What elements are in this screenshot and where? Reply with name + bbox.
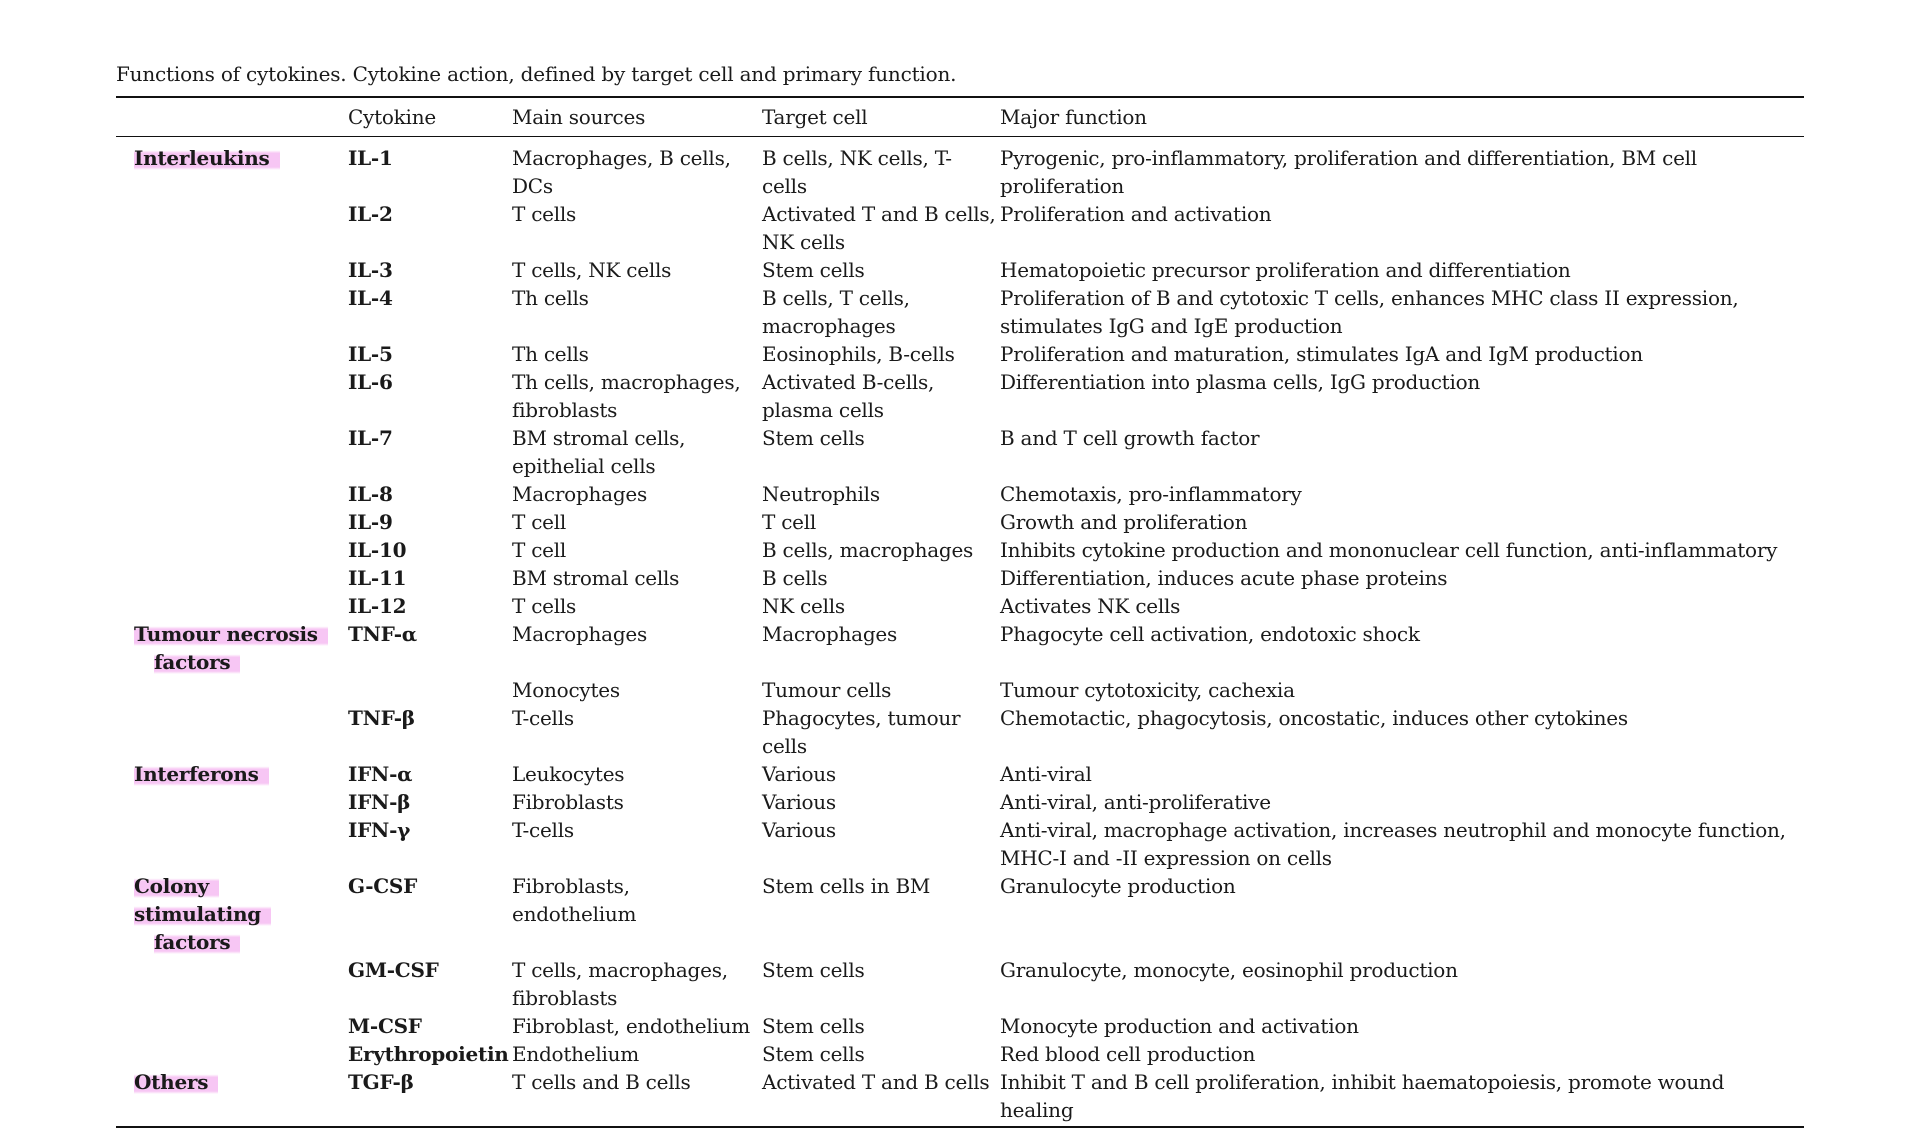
main-sources-cell: BM stromal cells, epithelial cells: [512, 426, 686, 478]
main-sources-cell: Macrophages: [512, 482, 647, 506]
table-row: [116, 620, 1804, 676]
cytokine-table-container: [116, 60, 1804, 1128]
major-function-cell: Activates NK cells: [1000, 594, 1181, 618]
target-cell-cell: Activated T and B cells: [762, 1070, 990, 1094]
table-row: [116, 592, 1804, 620]
cytokine-name-cell: IL-7: [348, 426, 393, 450]
category-cell: [116, 704, 348, 760]
cytokine-name-cell: IL-1: [348, 146, 393, 170]
major-function-cell: Anti-viral, anti-proliferative: [1000, 790, 1271, 814]
table-row: [116, 480, 1804, 508]
major-function-cell: Monocyte production and activation: [1000, 1014, 1359, 1038]
target-cell-cell: Macrophages: [762, 622, 897, 646]
category-cell: [116, 1012, 348, 1040]
target-cell-cell: Various: [762, 762, 836, 786]
cytokine-name-cell: TGF-β: [348, 1070, 414, 1094]
main-sources-cell: Endothelium: [512, 1042, 639, 1066]
major-function-cell: Granulocyte, monocyte, eosinophil production: [1000, 958, 1458, 982]
major-function-cell: Granulocyte production: [1000, 874, 1236, 898]
table-row: [116, 424, 1804, 480]
target-cell-cell: B cells, T cells, macrophages: [762, 286, 910, 338]
major-function-cell: Differentiation into plasma cells, IgG production: [1000, 370, 1481, 394]
cytokine-table: [116, 96, 1804, 1128]
table-body: [116, 137, 1804, 1128]
category-label: Others: [134, 1070, 218, 1094]
target-cell-cell: Stem cells: [762, 426, 865, 450]
main-sources-cell: T-cells: [512, 706, 574, 730]
cytokine-name-cell: Erythropoietin: [348, 1042, 509, 1066]
table-row: [116, 1040, 1804, 1068]
major-function-cell: Anti-viral: [1000, 762, 1092, 786]
target-cell-cell: Stem cells: [762, 1014, 865, 1038]
category-cell: [116, 424, 348, 480]
table-row: [116, 256, 1804, 284]
table-row: [116, 788, 1804, 816]
category-label-continued: factors: [154, 650, 240, 674]
table-row: [116, 368, 1804, 424]
target-cell-cell: Tumour cells: [762, 678, 892, 702]
main-sources-cell: Fibroblasts: [512, 790, 624, 814]
table-row: [116, 1012, 1804, 1040]
header-target-cell: Target cell: [762, 105, 868, 129]
header-major-function: Major function: [1000, 105, 1147, 129]
target-cell-cell: T cell: [762, 510, 817, 534]
target-cell-cell: Neutrophils: [762, 482, 880, 506]
target-cell-cell: B cells, macrophages: [762, 538, 974, 562]
main-sources-cell: Fibroblasts, endothelium: [512, 874, 637, 926]
category-cell: [116, 508, 348, 536]
cytokine-name-cell: IL-5: [348, 342, 393, 366]
cytokine-name-cell: IL-10: [348, 538, 407, 562]
table-row: [116, 508, 1804, 536]
category-cell: [116, 676, 348, 704]
category-cell: [116, 1040, 348, 1068]
category-cell: [116, 200, 348, 256]
cytokine-name-cell: IL-6: [348, 370, 393, 394]
target-cell-cell: Activated B-cells, plasma cells: [762, 370, 935, 422]
cytokine-name-cell: TNF-α: [348, 622, 417, 646]
major-function-cell: Phagocyte cell activation, endotoxic shock: [1000, 622, 1420, 646]
category-label-continued: factors: [154, 930, 240, 954]
category-cell: [116, 256, 348, 284]
main-sources-cell: T cells: [512, 594, 577, 618]
main-sources-cell: Macrophages, B cells, DCs: [512, 146, 731, 198]
target-cell-cell: Stem cells: [762, 1042, 865, 1066]
main-sources-cell: Fibroblast, endothelium: [512, 1014, 751, 1038]
cytokine-name-cell: IFN-γ: [348, 818, 411, 842]
cytokine-name-cell: GM-CSF: [348, 958, 439, 982]
category-cell: [116, 592, 348, 620]
category-cell: [116, 564, 348, 592]
table-row: [116, 536, 1804, 564]
category-cell: [116, 284, 348, 340]
cytokine-name-cell: M-CSF: [348, 1014, 422, 1038]
category-label: Colony stimulating: [134, 874, 271, 926]
category-cell: [116, 340, 348, 368]
cytokine-name-cell: IL-4: [348, 286, 393, 310]
table-header-row: [116, 97, 1804, 137]
main-sources-cell: T cells and B cells: [512, 1070, 691, 1094]
category-cell: [116, 137, 348, 201]
target-cell-cell: Phagocytes, tumour cells: [762, 706, 961, 758]
main-sources-cell: T cells, macrophages, fibroblasts: [512, 958, 728, 1010]
table-row: [116, 1068, 1804, 1127]
table-caption: Functions of cytokines. Cytokine action, defined by target cell and primary function.: [116, 62, 957, 86]
target-cell-cell: NK cells: [762, 594, 845, 618]
major-function-cell: Tumour cytotoxicity, cachexia: [1000, 678, 1295, 702]
target-cell-cell: B cells: [762, 566, 828, 590]
major-function-cell: B and T cell growth factor: [1000, 426, 1260, 450]
category-cell: [116, 760, 348, 788]
cytokine-name-cell: TNF-β: [348, 706, 415, 730]
table-row: [116, 872, 1804, 956]
cytokine-name-cell: IL-11: [348, 566, 407, 590]
category-cell: [116, 872, 348, 956]
target-cell-cell: Stem cells: [762, 958, 865, 982]
category-label: Tumour necrosis: [134, 622, 328, 646]
major-function-cell: Red blood cell production: [1000, 1042, 1256, 1066]
major-function-cell: Proliferation and maturation, stimulates IgA and IgM production: [1000, 342, 1643, 366]
category-label: Interleukins: [134, 146, 280, 170]
header-category: [116, 97, 348, 137]
cytokine-name-cell: [348, 676, 512, 704]
header-cytokine: Cytokine: [348, 105, 436, 129]
target-cell-cell: Stem cells in BM: [762, 874, 931, 898]
category-cell: [116, 788, 348, 816]
category-cell: [116, 368, 348, 424]
table-row: [116, 816, 1804, 872]
main-sources-cell: Monocytes: [512, 678, 620, 702]
major-function-cell: Anti-viral, macrophage activation, increases neutrophil and monocyte function, MHC-I and -II expression on cells: [1000, 818, 1786, 870]
main-sources-cell: Leukocytes: [512, 762, 625, 786]
major-function-cell: Proliferation and activation: [1000, 202, 1272, 226]
category-cell: [116, 480, 348, 508]
category-cell: [116, 1068, 348, 1127]
cytokine-name-cell: IL-2: [348, 202, 393, 226]
cytokine-name-cell: IL-3: [348, 258, 393, 282]
category-cell: [116, 620, 348, 676]
main-sources-cell: T cell: [512, 510, 567, 534]
main-sources-cell: T-cells: [512, 818, 574, 842]
target-cell-cell: Stem cells: [762, 258, 865, 282]
major-function-cell: Proliferation of B and cytotoxic T cells, enhances MHC class II expression, stimulates IgG and IgE production: [1000, 286, 1739, 338]
table-row: [116, 704, 1804, 760]
category-cell: [116, 956, 348, 1012]
table-row: [116, 676, 1804, 704]
cytokine-name-cell: IL-8: [348, 482, 393, 506]
table-row: [116, 564, 1804, 592]
main-sources-cell: Th cells, macrophages, fibroblasts: [512, 370, 741, 422]
cytokine-name-cell: IL-9: [348, 510, 393, 534]
target-cell-cell: B cells, NK cells, T-cells: [762, 146, 952, 198]
target-cell-cell: Activated T and B cells, NK cells: [762, 202, 996, 254]
major-function-cell: Pyrogenic, pro-inflammatory, proliferation and differentiation, BM cell proliferation: [1000, 146, 1697, 198]
header-main-sources: Main sources: [512, 105, 646, 129]
table-row: [116, 200, 1804, 256]
major-function-cell: Chemotactic, phagocytosis, oncostatic, induces other cytokines: [1000, 706, 1628, 730]
table-row: [116, 340, 1804, 368]
major-function-cell: Inhibits cytokine production and mononuclear cell function, anti-inflammatory: [1000, 538, 1778, 562]
main-sources-cell: Th cells: [512, 342, 589, 366]
table-row: [116, 956, 1804, 1012]
target-cell-cell: Various: [762, 790, 836, 814]
table-row: [116, 760, 1804, 788]
table-row: [116, 137, 1804, 201]
category-cell: [116, 816, 348, 872]
main-sources-cell: Macrophages: [512, 622, 647, 646]
table-row: [116, 284, 1804, 340]
target-cell-cell: Various: [762, 818, 836, 842]
cytokine-name-cell: G-CSF: [348, 874, 418, 898]
major-function-cell: Growth and proliferation: [1000, 510, 1248, 534]
main-sources-cell: Th cells: [512, 286, 589, 310]
cytokine-name-cell: IFN-α: [348, 762, 413, 786]
category-cell: [116, 536, 348, 564]
category-label: Interferons: [134, 762, 269, 786]
cytokine-name-cell: IL-12: [348, 594, 407, 618]
major-function-cell: Hematopoietic precursor proliferation and differentiation: [1000, 258, 1571, 282]
main-sources-cell: BM stromal cells: [512, 566, 680, 590]
main-sources-cell: T cells, NK cells: [512, 258, 672, 282]
major-function-cell: Differentiation, induces acute phase proteins: [1000, 566, 1448, 590]
main-sources-cell: T cells: [512, 202, 577, 226]
target-cell-cell: Eosinophils, B-cells: [762, 342, 955, 366]
major-function-cell: Inhibit T and B cell proliferation, inhibit haematopoiesis, promote wound healing: [1000, 1070, 1725, 1122]
main-sources-cell: T cell: [512, 538, 567, 562]
cytokine-name-cell: IFN-β: [348, 790, 411, 814]
major-function-cell: Chemotaxis, pro-inflammatory: [1000, 482, 1302, 506]
